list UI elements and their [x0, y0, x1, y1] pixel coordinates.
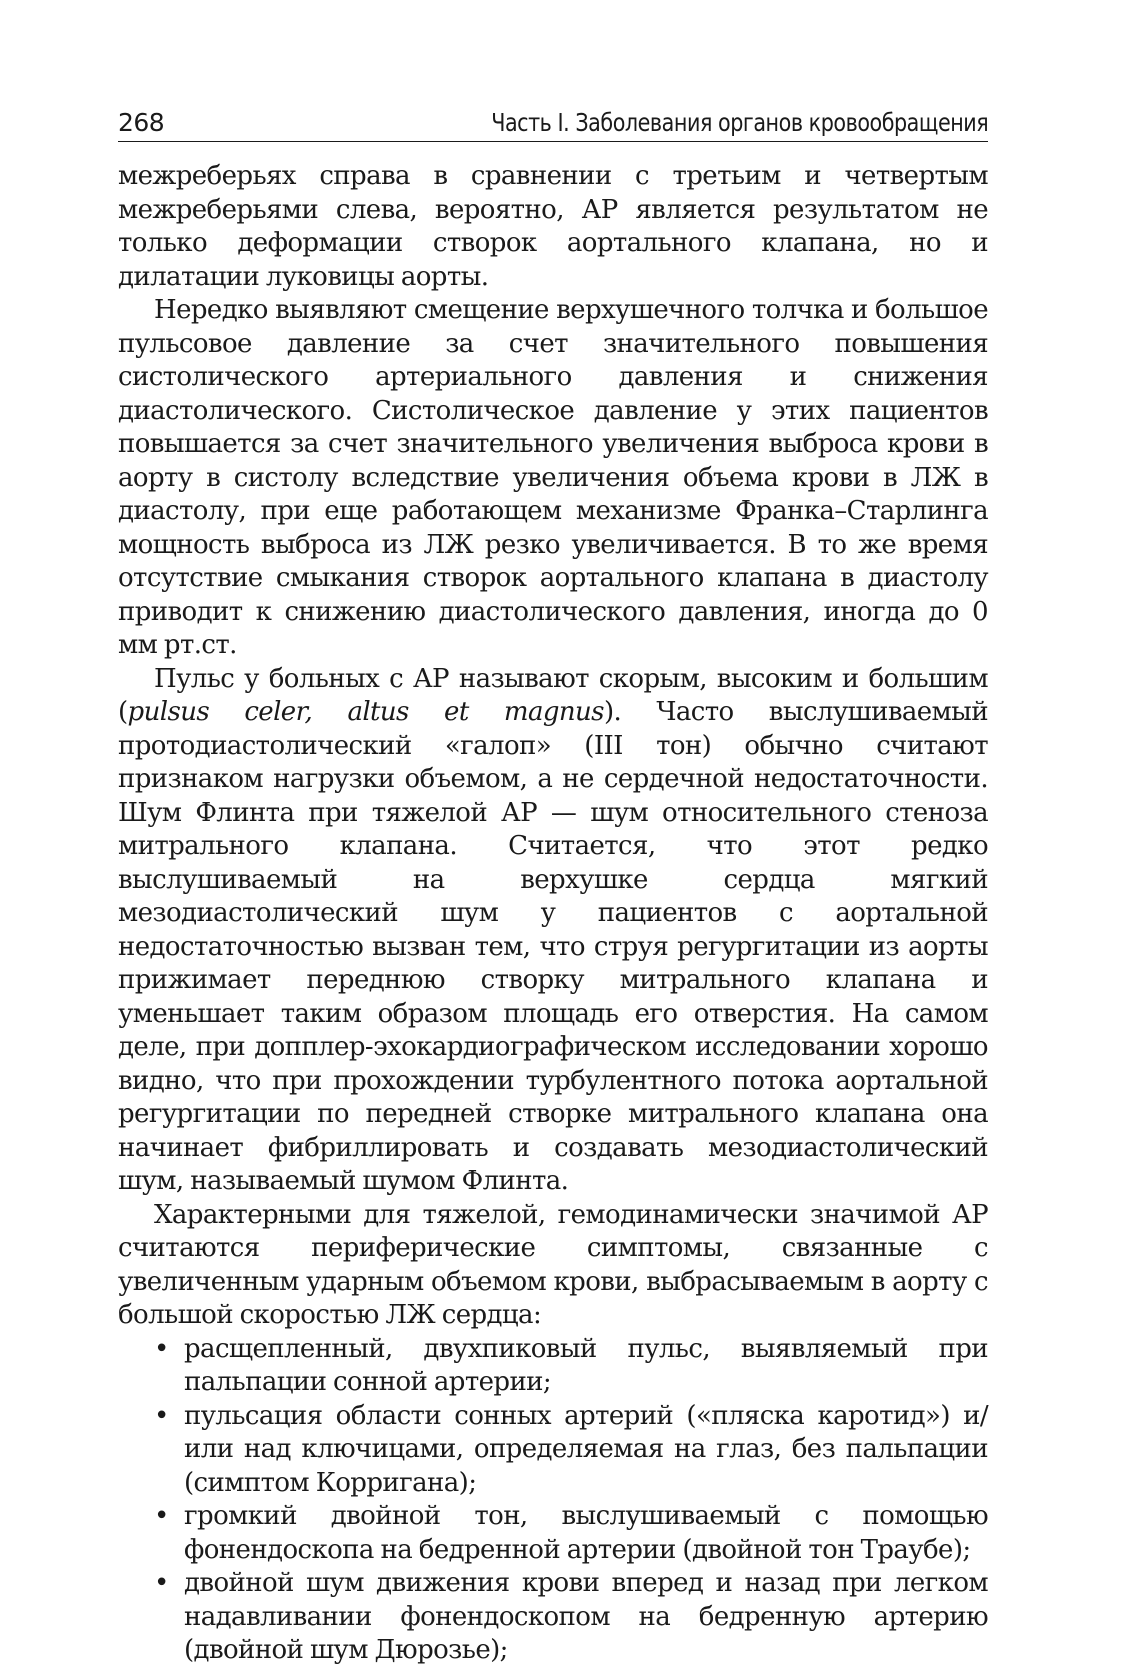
list-item-text: двойной шум движения крови вперед и назад при легком надавливании фонендоскопом на бедренную артерию (двойной шум Дюрозье);	[184, 1568, 988, 1665]
pulse-text-after: ). Часто выслушиваемый протодиастолический «галоп» (III тон) обычно считают признаком нагрузки объемом, а не сердечной недостаточности. Шум Флинта при тяжелой АР — шум относительного стеноза митрального клапана. Считается, что этот редко выслушиваемый на верхушке сердца мягкий мезодиастолический шум у пациентов с аортальной недостаточностью вызван тем, что струя регургитации из аорты прижимает переднюю створку митрального клапана и уменьшает таким образом площадь его отверстия. На самом деле, при допплер-эхокардиографическом исследовании хорошо видно, что при прохождении турбулентного потока аортальной регургитации по передней створке митрального клапана она начинает фибриллировать и создавать мезодиастолический шум, называемый шумом Флинта.	[118, 697, 988, 1196]
list-item	[118, 1500, 988, 1567]
running-title: Часть I. Заболевания органов кровообращения	[490, 108, 988, 137]
paragraph-pulse	[118, 663, 988, 1199]
list-item-text: расщепленный, двухпиковый пульс, выявляемый при пальпации сонной артерии;	[184, 1333, 988, 1397]
list-item	[118, 1400, 988, 1501]
bullet-icon: •	[154, 1333, 169, 1364]
bullet-icon: •	[154, 1400, 169, 1431]
bullet-icon: •	[154, 1501, 169, 1531]
pulse-latin-term: pulsus celer, altus et magnus	[127, 697, 604, 727]
list-item-text: громкий двойной тон, выслушиваемый с помощью фонендоскопа на бедренной артерии (двойной тон Траубе);	[184, 1501, 988, 1565]
page-number: 268	[118, 108, 165, 137]
symptoms-list	[118, 1333, 988, 1668]
paragraph-symptoms-intro: Характерными для тяжелой, гемодинамически значимой АР считаются периферические симптомы, связанные с увеличенным ударным объемом крови, выбрасываемым в аорту с большой скоростью ЛЖ сердца:	[118, 1199, 988, 1330]
list-item-text: пульсация области сонных артерий («пляска каротид») и/или над ключицами, определяемая на глаз, без пальпации (симптом Корригана);	[184, 1400, 988, 1498]
list-item	[118, 1333, 988, 1400]
bullet-icon: •	[154, 1568, 169, 1598]
book-page	[118, 108, 988, 1668]
running-header	[118, 108, 988, 142]
list-item	[118, 1567, 988, 1668]
body-text	[118, 160, 988, 1668]
paragraph-continuation: межреберьях справа в сравнении с третьим и четвертым межреберьями слева, вероятно, АР является результатом не только деформации створок аортального клапана, но и дилатации луковицы аорты.	[118, 161, 988, 292]
pulse-text-before: Пульс у больных с АР называют скорым, высоким и большим (	[118, 663, 988, 727]
paragraph-pulse-pressure: Нередко выявляют смещение верхушечного толчка и большое пульсовое давление за счет значительного повышения систолического артериального давления и снижения диастолического. Систолическое давление у этих пациентов повышается за счет значительного увеличения выброса крови в аорту в систолу вследствие увеличения объема крови в ЛЖ в диастолу, при еще работающем механизме Франка–Старлинга мощность выброса из ЛЖ резко увеличивается. В то же время отсутствие смыкания створок аортального клапана в диастолу приводит к снижению диастолического давления, иногда до 0 мм рт.ст.	[118, 295, 988, 660]
